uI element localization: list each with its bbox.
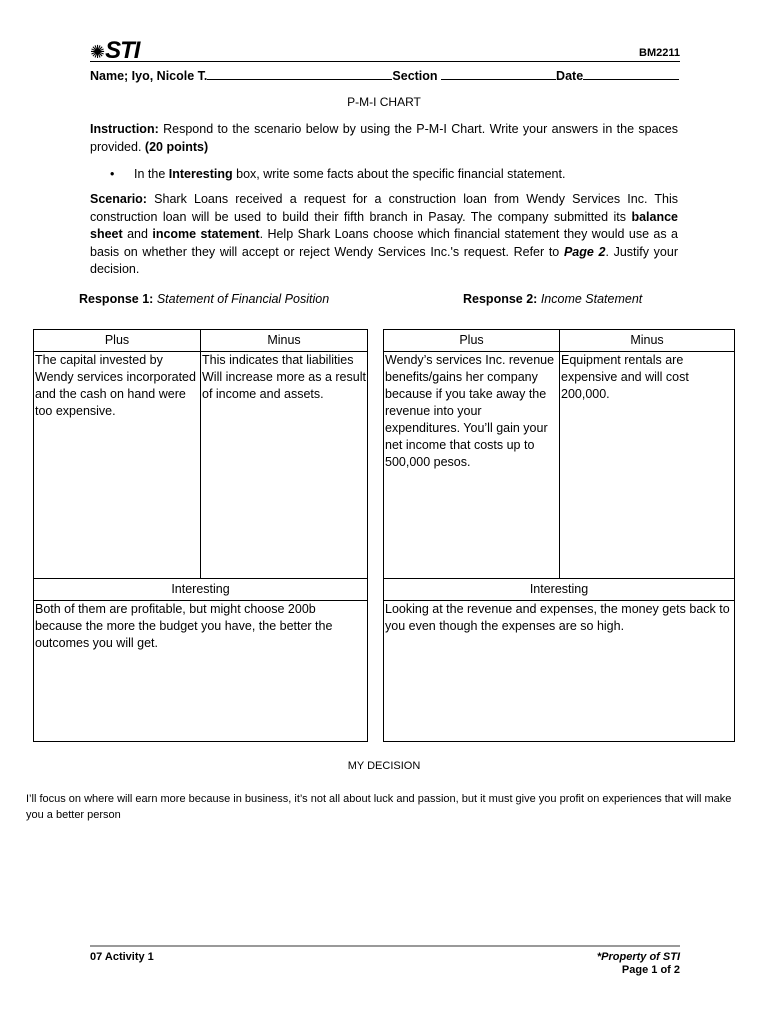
interesting-cell: Looking at the revenue and expenses, the money gets back to you even though the expenses are so high. (384, 601, 735, 742)
minus-header: Minus (201, 330, 368, 352)
date-blank (583, 67, 679, 80)
plus-cell: The capital invested by Wendy services incorporated and the cash on hand were too expensive. (34, 352, 201, 579)
section-blank (441, 67, 556, 80)
section-label: Section (392, 69, 438, 83)
plus-header: Plus (34, 330, 201, 352)
interesting-header: Interesting (384, 579, 735, 601)
response-2-heading: Response 2: Income Statement (463, 292, 643, 306)
sti-logo: ✺STI (90, 37, 140, 64)
pmi-table-2 (383, 329, 735, 742)
scenario-paragraph: Scenario: Shark Loans received a request for a construction loan from Wendy Services Inc. This construction loan will be used to build their fifth branch in Pasay. The company submitted its balance sheet and income statement. Help Shark Loans choose which financial statement they would use as a basis on whether they will accept or reject Wendy Services Inc.'s request. Refer to Page 2. Justify your decision. (90, 192, 678, 276)
activity-label: 07 Activity 1 (90, 951, 154, 963)
name-blank (207, 67, 392, 80)
minus-header: Minus (560, 330, 735, 352)
instruction-paragraph: Instruction: Respond to the scenario below by using the P-M-I Chart. Write your answers in the spaces provided. (20 points) (90, 122, 678, 154)
footer-right (597, 951, 680, 977)
response-1-heading: Response 1: Statement of Financial Position (79, 292, 330, 306)
page-number: Page 1 of 2 (621, 964, 680, 976)
course-code: BM2211 (639, 47, 680, 59)
footer-divider (90, 945, 680, 947)
page-title: P-M-I CHART (347, 95, 421, 109)
date-label: Date (556, 69, 584, 83)
header-divider (90, 61, 680, 62)
bullet-icon: • (110, 167, 115, 181)
minus-cell: Equipment rentals are expensive and will cost 200,000. (560, 352, 735, 579)
bullet-item: • In the Interesting box, write some facts about the specific financial statement. (110, 167, 566, 181)
sti-swirl-icon: ✺ (90, 42, 105, 62)
plus-header: Plus (384, 330, 560, 352)
interesting-cell: Both of them are profitable, but might choose 200b because the more the budget you have, the better the outcomes you will get. (34, 601, 368, 742)
property-label: *Property of STI (596, 951, 680, 963)
name-label: Name; Iyo, Nicole T. (90, 69, 208, 83)
plus-cell: Wendy’s services Inc. revenue benefits/gains her company because if you take away the revenue into your expenditures. You’ll gain your net income that costs up to 500,000 pesos. (384, 352, 560, 579)
decision-title: MY DECISION (347, 760, 421, 772)
minus-cell: This indicates that liabilities Will increase more as a result of income and assets. (201, 352, 368, 579)
pmi-table-1 (33, 329, 368, 742)
student-info-line (90, 67, 680, 83)
decision-text: I’ll focus on where will earn more because in business, it’s not all about luck and passion, but it must give you profit on experiences that will make you a better person (26, 793, 732, 821)
interesting-header: Interesting (34, 579, 368, 601)
